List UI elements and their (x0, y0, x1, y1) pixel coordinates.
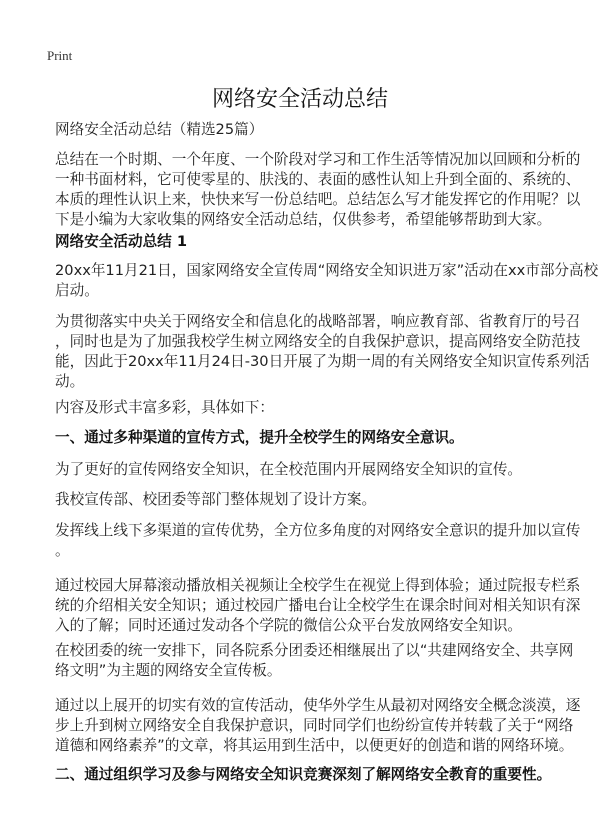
text-line: 一种书面材料，它可使零星的、肤浅的、表面的感性认知上升到全面的、系统的、 (55, 171, 581, 188)
text-line: 动。 (55, 373, 85, 390)
text-line: 发挥线上线下多渠道的宣传优势，全方位多角度的对网络安全意识的提升加以宣传 (55, 522, 581, 539)
text-line: 启动。 (55, 282, 99, 299)
subheading-1: 一、通过多种渠道的宣传方式，提升全校学生的网络安全意识。 (55, 429, 464, 446)
text-line: 20xx年11月21日，国家网络安全宣传周“网络安全知识进万家”活动在xx市部分高校 (55, 262, 599, 279)
subtitle: 网络安全活动总结（精选25篇） (55, 121, 264, 138)
text-line: ，同时也是为了加强我校学生树立网络安全的自我保护意识，提高网络安全防范技 (55, 333, 581, 350)
text-line: 步上升到树立网络安全自我保护意识，同时同学们也纷纷宣传并转载了关于“网络 (55, 717, 574, 734)
text-line: 通过以上展开的切实有效的宣传活动，使华外学生从最初对网络安全概念淡漠，逐 (55, 697, 581, 714)
text-line: 道德和网络素养”的文章，将其运用到生活中，以便更好的创造和谐的网络环境。 (55, 737, 574, 754)
intro-paragraph (55, 150, 581, 230)
paragraph (55, 696, 581, 756)
paragraph (55, 521, 581, 561)
paragraph: 我校宣传部、校团委等部门整体规划了设计方案。 (55, 491, 377, 508)
text-line: 统的介绍相关安全知识；通过校园广播电台让全校学生在课余时间对相关知识有深 (55, 597, 581, 614)
paragraph: 为了更好的宣传网络安全知识，在全校范围内开展网络安全知识的宣传。 (55, 461, 523, 478)
text-line: 总结在一个时期、一个年度、一个阶段对学习和工作生活等情况加以回顾和分析的 (55, 151, 581, 168)
text-line: 下是小编为大家收集的网络安全活动总结，仅供参考，希望能够帮助到大家。 (55, 211, 552, 228)
text-line: 。 (55, 542, 70, 559)
paragraph (55, 576, 581, 636)
subheading-2: 二、通过组织学习及参与网络安全知识竞赛深刻了解网络安全教育的重要性。 (55, 766, 552, 783)
print-link[interactable]: Print (47, 48, 73, 63)
text-line: 本质的理性认识上来，快快来写一份总结吧。总结怎么写才能发挥它的作用呢？以 (55, 191, 581, 208)
paragraph (55, 641, 574, 681)
text-line: 能，因此于20xx年11月24日-30日开展了为期一周的有关网络安全知识宣传系列活 (55, 353, 590, 370)
section-heading: 网络安全活动总结 1 (55, 233, 187, 250)
text-line: 在校团委的统一安排下，同各院系分团委还相继展出了以“共建网络安全、共享网 (55, 642, 574, 659)
paragraph (55, 312, 590, 392)
text-line: 通过校园大屏幕滚动播放相关视频让全校学生在视觉上得到体验；通过院报专栏系 (55, 577, 581, 594)
page-title: 网络安全活动总结 (211, 87, 388, 112)
paragraph: 内容及形式丰富多彩，具体如下： (55, 399, 274, 416)
paragraph (55, 261, 599, 301)
text-line: 入的了解；同时还通过发动各个学院的微信公众平台发放网络安全知识。 (55, 617, 523, 634)
text-line: 络文明”为主题的网络安全宣传板。 (55, 662, 282, 679)
text-line: 为贯彻落实中央关于网络安全和信息化的战略部署，响应教育部、省教育厅的号召 (55, 313, 581, 330)
